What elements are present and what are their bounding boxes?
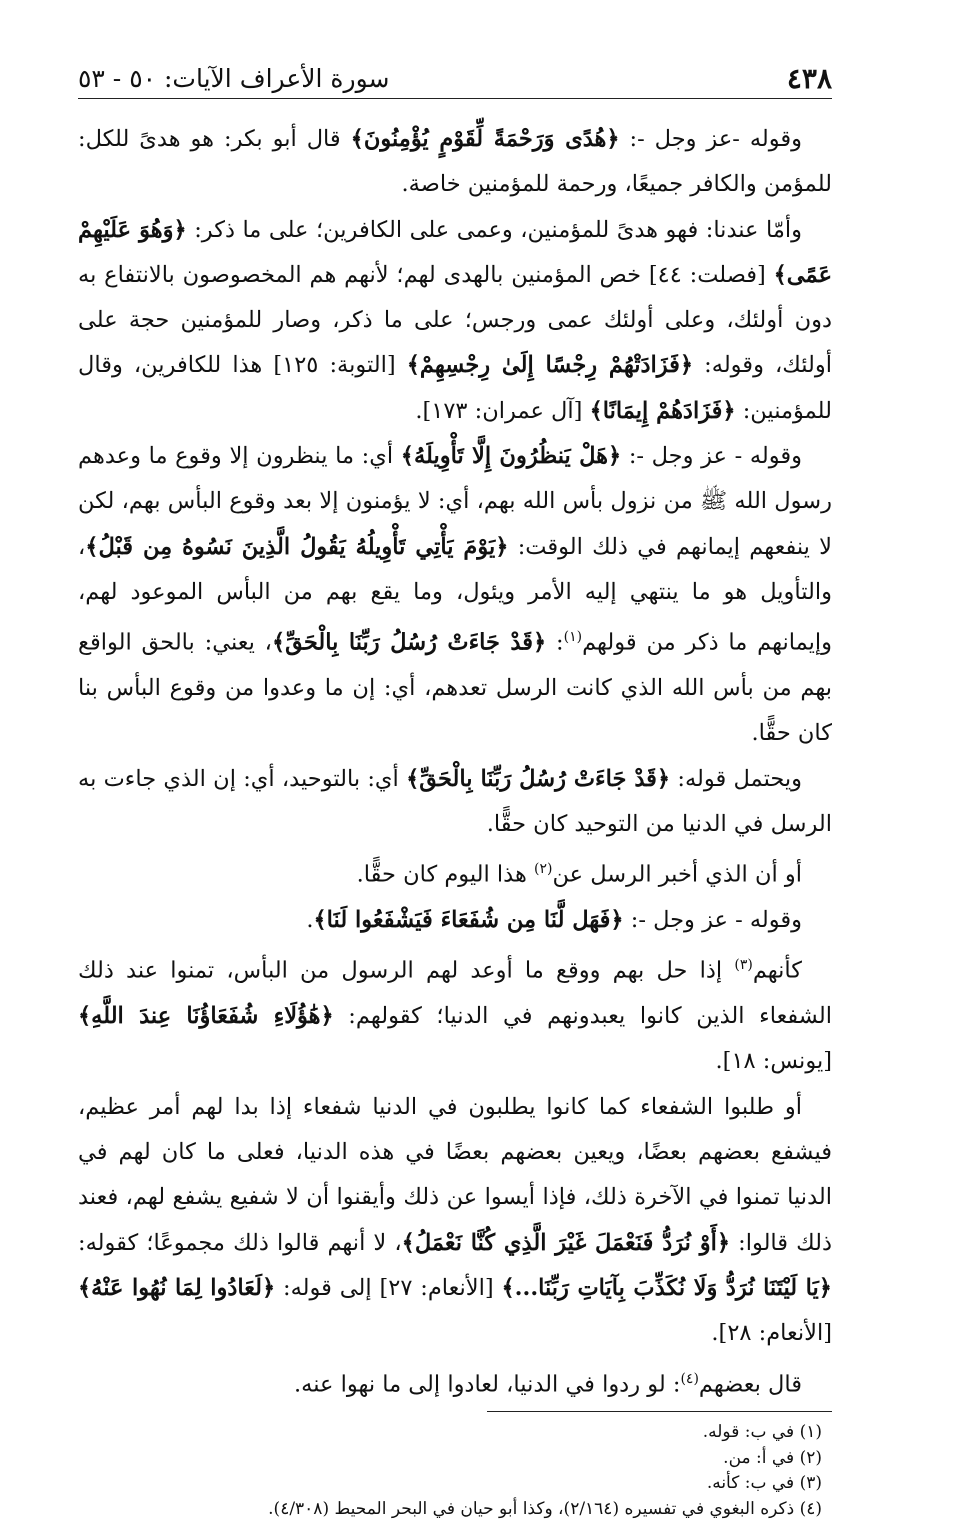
text-segment: ويحتمل قوله: [670, 765, 803, 792]
text-segment: [فصلت: ٤٤] خص المؤمنين بالهدى لهم؛ لأنهم هم المخصوصون بالانتفاع به دون أولئك، وعلى أولئك عمى ورجس؛ على ما ذكر، وصار للمؤمنين حجة على أولئك، وقوله: [78, 261, 832, 379]
quran-quote: ﴿هَٰؤُلَاءِ شُفَعَاؤُنَا عِندَ اللَّهِ﴾ [78, 1003, 334, 1030]
quran-quote: ﴿لَعَادُوا لِمَا نُهُوا عَنْهُ﴾ [78, 1274, 276, 1301]
quran-quote: ﴿أَوْ نُرَدُّ فَنَعْمَلَ غَيْرَ الَّذِي كُنَّا نَعْمَلُ﴾ [401, 1229, 731, 1256]
text-segment: وقوله - عز وجل -: [623, 907, 802, 934]
footnote-ref: (٣) [734, 957, 753, 974]
surah-title: سورة الأعراف الآيات: ٥٠ - ٥٣ [78, 64, 390, 93]
paragraph [78, 943, 832, 1084]
page-number: ٤٣٨ [786, 62, 832, 95]
text-segment: : [546, 629, 564, 656]
text-segment: وقوله - عز وجل -: [621, 443, 802, 470]
footnote: (١) في ب: قوله. [702, 1422, 822, 1443]
quran-quote: ﴿وَهُوَ عَلَيْهِمْ عَمًى﴾ [78, 216, 832, 288]
text-segment: ، والتأويل هو ما ينتهي إليه الأمر ويئول، وما يقع بهم من البأس الموعود لهم، وإيمانهم ما ذكر من قولهم [78, 533, 832, 656]
quran-quote: ﴿قَدْ جَاءَتْ رُسُلُ رَبِّنَا بِالْحَقِّ﴾ [271, 629, 547, 656]
text-segment: أو أن الذي أخبر الرسل عن [552, 861, 802, 888]
text-segment: . [306, 907, 314, 934]
paragraph [78, 1357, 832, 1408]
footnote-ref: (٢) [534, 861, 553, 878]
paragraph [78, 434, 832, 757]
text-segment: أي: بالتوحيد، أي: إن الذي جاءت به الرسل في الدنيا من التوحيد كان حقًّا. [78, 765, 832, 837]
text-segment: ، يعني: بالحق الواقع بهم من بأس الله الذي كانت الرسل تعدهم، أي: إن ما وعدوا من وقوع البأس بنا كان حقًّا. [78, 629, 832, 747]
quran-quote: ﴿يَوْمَ يَأْتِي تَأْوِيلُهُ يَقُولُ الَّذِينَ نَسُوهُ مِن قَبْلُ﴾ [85, 533, 509, 560]
text-segment: [آل عمران: ١٧٣]. [415, 397, 590, 424]
paragraph [78, 847, 832, 898]
quran-quote: ﴿يَا لَيْتَنَا نُرَدُّ وَلَا نُكَذِّبَ بِآيَاتِ رَبِّنَا...﴾ [501, 1274, 832, 1301]
paragraph [78, 1085, 832, 1357]
text-segment: أي: ما ينظرون إلا وقوع ما وعدهم رسول الله ﷺ من نزول بأس الله بهم، أي: لا يؤمنون إلا بعد وقوع البأس بهم، لكن لا ينفعهم إيمانهم في ذلك الوقت: [78, 443, 832, 560]
text-segment: [الأنعام: ٢٧] إلى قوله: [275, 1274, 502, 1301]
paragraph [78, 898, 832, 943]
footnote-ref: (١) [563, 629, 583, 646]
footnote: (٢) في أ: من. [723, 1447, 822, 1468]
text-segment: كأنهم [752, 957, 802, 984]
text-segment: وقوله -عز وجل -: [619, 126, 802, 152]
book-page [78, 58, 832, 1519]
text-segment: وأمّا عندنا: فهو هدىً للمؤمنين، وعمى على الكافرين؛ على ما ذكر: [186, 216, 802, 243]
quran-quote: ﴿قَدْ جَاءَتْ رُسُلُ رَبِّنَا بِالْحَقِّ﴾ [406, 765, 671, 792]
page-header [78, 58, 832, 99]
quran-quote: ﴿فَزَادَهُمْ إِيمَانًا﴾ [589, 397, 736, 424]
text-segment: هذا اليوم كان حقًّا. [356, 861, 535, 888]
footnote: (٣) في ب: كأنه. [706, 1473, 822, 1494]
footnote: (٤) ذكره البغوي في تفسيره (٢/١٦٤)، وكذا أبو حيان في البحر المحيط (٤/٣٠٨). [268, 1498, 822, 1519]
text-segment: قال أبو بكر: هو هدىً للكل: للمؤمن والكافر جميعًا، ورحمة للمؤمنين خاصة. [78, 126, 832, 198]
text-segment: قال بعضهم [698, 1371, 802, 1398]
text-segment: أو طلبوا الشفعاء كما كانوا يطلبون في الدنيا شفعاء إذا بدا لهم أمر عظيم، فيشفع بعضهم بعضًا، ويعين بعضهم بعضًا في هذه الدنيا، فعلى ما كان لهم في الدنيا تمنوا في الآخرة ذلك، فإذا أيسوا عن ذلك وأيقنوا أن لا شفيع يشفع لهم، فعند ذلك قالوا: [78, 1093, 832, 1256]
text-segment: [التوبة: ١٢٥] هذا للكافرين، وقال للمؤمنين: [78, 352, 832, 424]
quran-quote: ﴿فَهَل لَّنَا مِن شُفَعَاءَ فَيَشْفَعُوا لَنَا﴾ [313, 907, 624, 934]
paragraph [78, 208, 832, 434]
text-segment: ، لا أنهم قالوا ذلك مجموعًا؛ كقوله: [78, 1229, 402, 1256]
footnote-ref: (٤) [680, 1370, 699, 1387]
paragraph [78, 757, 832, 848]
text-segment: : لو ردوا في الدنيا، لعادوا إلى ما نهوا عنه. [294, 1371, 681, 1398]
quran-quote: ﴿فَزَادَتْهُمْ رِجْسًا إِلَىٰ رِجْسِهِمْ﴾ [406, 352, 694, 379]
quran-quote: ﴿هَلْ يَنظُرُونَ إِلَّا تَأْوِيلَهُ﴾ [400, 443, 622, 470]
footnotes [78, 1420, 832, 1522]
footnote-divider [487, 1411, 832, 1412]
text-segment: [يونس: ١٨]. [715, 1048, 832, 1075]
body-text [78, 117, 832, 1407]
paragraph [78, 117, 832, 208]
quran-quote: ﴿هُدًى وَرَحْمَةً لِّقَوْمٍ يُؤْمِنُونَ﴾ [350, 126, 620, 152]
text-segment: [الأنعام: ٢٨]. [711, 1320, 832, 1347]
text-segment: إذا حل بهم ووقع ما أوعد لهم الرسول من البأس، تمنوا عند ذلك الشفعاء الذين كانوا يعبدونهم في الدنيا؛ كقولهم: [78, 957, 832, 1030]
